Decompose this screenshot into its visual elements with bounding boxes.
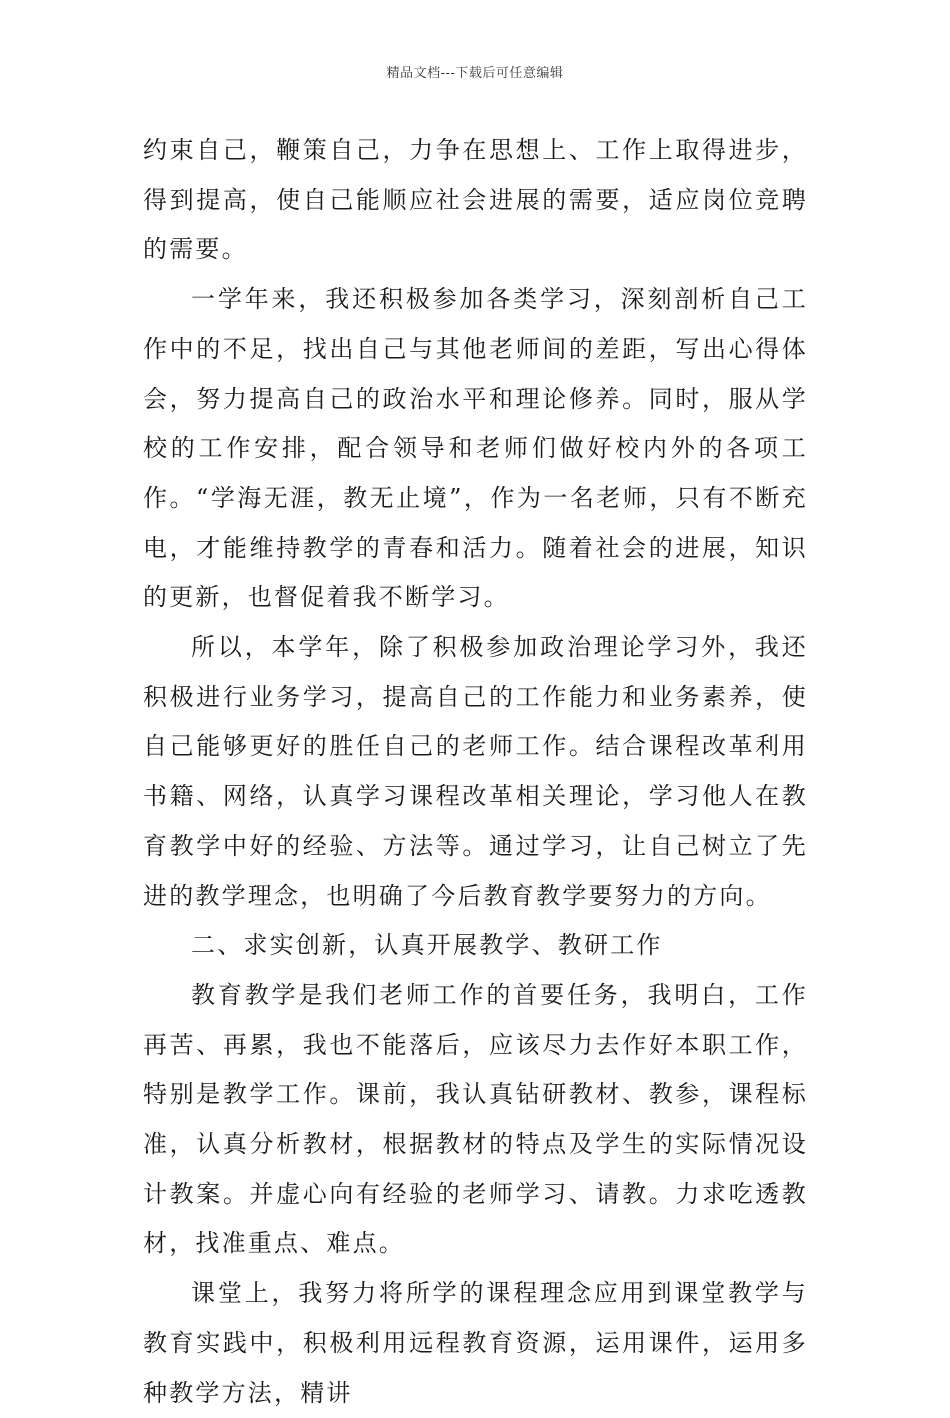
paragraph-5: 课堂上，我努力将所学的课程理念应用到课堂教学与教育实践中，积极利用远程教育资源，运用课件，运用多种教学方法，精讲 (143, 1279, 808, 1407)
paragraph-1: 约束自己，鞭策自己，力争在思想上、工作上取得进步，得到提高，使自己能顺应社会进展的需要，适应岗位竞聘的需要。 (143, 136, 808, 264)
paragraph-2: 一学年来，我还积极参加各类学习，深刻剖析自己工作中的不足，找出自己与其他老师间的差距，写出心得体会，努力提高自己的政治水平和理论修养。同时，服从学校的工作安排，配合领导和老师们做好校内外的各项工作。“学海无涯，教无止境”，作为一名老师，只有不断充电，才能维持教学的青春和活力。随着社会的进展，知识的更新，也督促着我不断学习。 (143, 285, 808, 612)
section-heading: 二、求实创新，认真开展教学、教研工作 (191, 931, 663, 960)
document-body (143, 126, 808, 1418)
page-header: 精品文档---下载后可任意编辑 (386, 66, 564, 81)
paragraph-3: 所以，本学年，除了积极参加政治理论学习外，我还积极进行业务学习，提高自己的工作能力和业务素养，使自己能够更好的胜任自己的老师工作。结合课程改革利用书籍、网络，认真学习课程改革相关理论，学习他人在教育教学中好的经验、方法等。通过学习，让自己树立了先进的教学理念，也明确了今后教育教学要努力的方向。 (143, 633, 808, 910)
paragraph-4: 教育教学是我们老师工作的首要任务，我明白，工作再苦、再累，我也不能落后，应该尽力去作好本职工作，特别是教学工作。课前，我认真钻研教材、教参，课程标准，认真分析教材，根据教材的特点及学生的实际情况设计教案。并虚心向有经验的老师学习、请教。力求吃透教材，找准重点、难点。 (143, 980, 808, 1258)
